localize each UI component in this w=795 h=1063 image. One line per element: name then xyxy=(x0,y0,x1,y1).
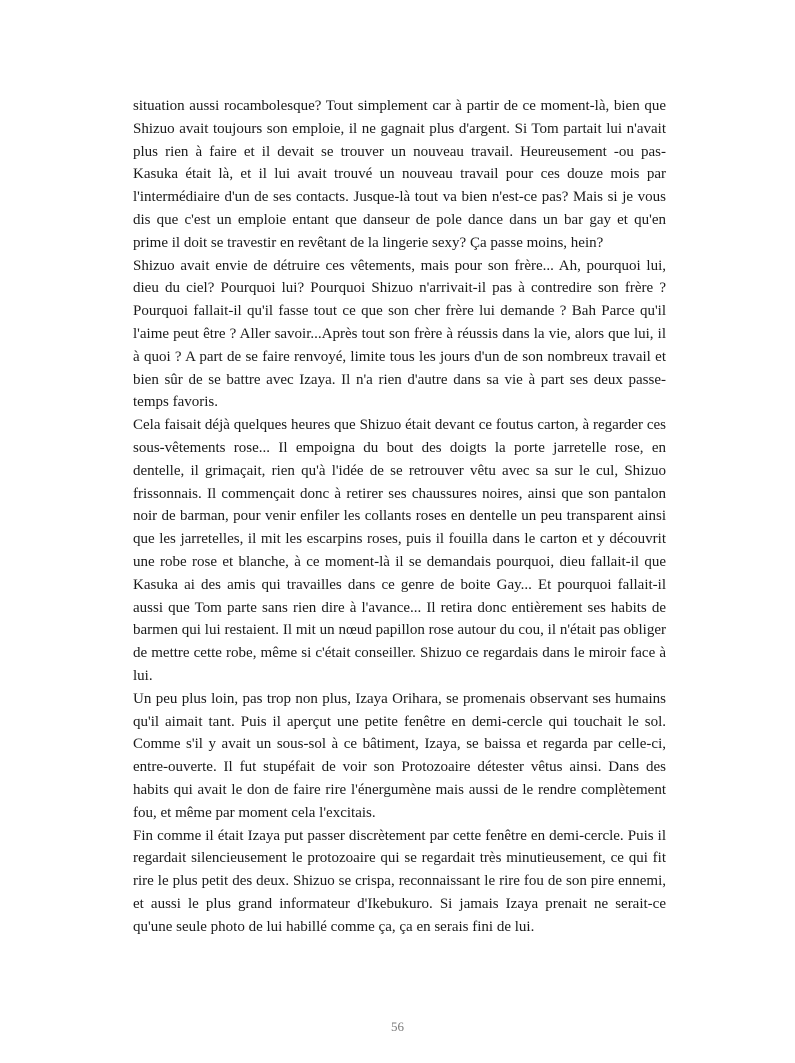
page-number: 56 xyxy=(391,1019,404,1034)
paragraph: Shizuo avait envie de détruire ces vêtements, mais pour son frère... Ah, pourquoi lui, dieu du ciel? Pourquoi lui? Pourquoi Shizuo n'arrivait-il pas à contredire son frère ? Pourquoi fallait-il qu'il fasse tout ce que son cher frère lui demande ? Bah Parce qu'il l'aime peut être ? Aller savoir...Après tout son frère à réussis dans la vie, alors que lui, il à quoi ? A part de se faire renvoyé, limite tous les jours d'un de son nombreux travail et bien sûr de se battre avec Izaya. Il n'a rien d'autre dans sa vie à part ses deux passe-temps favoris. xyxy=(133,257,666,411)
paragraph: Cela faisait déjà quelques heures que Shizuo était devant ce foutus carton, à regarder ces sous-vêtements rose... Il empoigna du bout des doigts la porte jarretelle rose, en dentelle, il grimaçait, rien qu'à l'idée de se retrouver vêtu avec sa sur le cul, Shizuo frissonnais. Il commençait donc à retirer ses chaussures noires, ainsi que son pantalon noir de barman, pour venir enfiler les collants roses en dentelle un peu transparent ainsi que les jarretelles, il mit les escarpins roses, puis il fouilla dans le carton et y découvrit une robe rose et blanche, à ce moment-là il se demandais pourquoi, dieu fallait-il que Kasuka ai des amis qui travailles dans ce genre de boite Gay... Et pourquoi fallait-il aussi que Tom parte sans rien dire à l'avance... Il retira donc entièrement ses habits de barmen qui lui restaient. Il mit un nœud papillon rose autour du cou, il n'était pas obliger de mettre cette robe, même si c'était conseiller. Shizuo ce regardais dans le miroir face à lui. xyxy=(133,417,666,684)
body-text xyxy=(133,95,666,938)
paragraph: Un peu plus loin, pas trop non plus, Izaya Orihara, se promenais observant ses humains qu'il aimait tant. Puis il aperçut une petite fenêtre en demi-cercle qui touchait le sol. Comme s'il y avait un sous-sol à ce bâtiment, Izaya, se baissa et regarda par celle-ci, entre-ouverte. Il fut stupéfait de voir son Protozoaire détester vêtus ainsi. Dans des habits qui avait le don de faire rire l'énergumène mais aussi de le rendre complètement fou, et même par moment cela l'excitais. xyxy=(133,690,666,821)
paragraph: Fin comme il était Izaya put passer discrètement par cette fenêtre en demi-cercle. Puis il regardait silencieusement le protozoaire qui se regardait très minutieusement, ce qui fit rire le plus petit des deux. Shizuo se crispa, reconnaissant le rire fou de son pire ennemi, et aussi le plus grand informateur d'Ikebukuro. Si jamais Izaya prenait ne serait-ce qu'une seule photo de lui habillé comme ça, ça en serais fini de lui. xyxy=(133,827,666,935)
paragraph: situation aussi rocambolesque? Tout simplement car à partir de ce moment-là, bien que Shizuo avait toujours son emploie, il ne gagnait plus d'argent. Si Tom partait lui n'avait plus rien à faire et il devait se trouver un nouveau travail. Heureusement -ou pas- Kasuka était là, et il lui avait trouvé un nouveau travail pour ces douze mois par l'intermédiaire d'un de ses contacts. Jusque-là tout va bien n'est-ce pas? Mais si je vous dis que c'est un emploie entant que danseur de pole dance dans un bar gay et qu'en prime il doit se travestir en revêtant de la lingerie sexy? Ça passe moins, hein? xyxy=(133,98,666,251)
